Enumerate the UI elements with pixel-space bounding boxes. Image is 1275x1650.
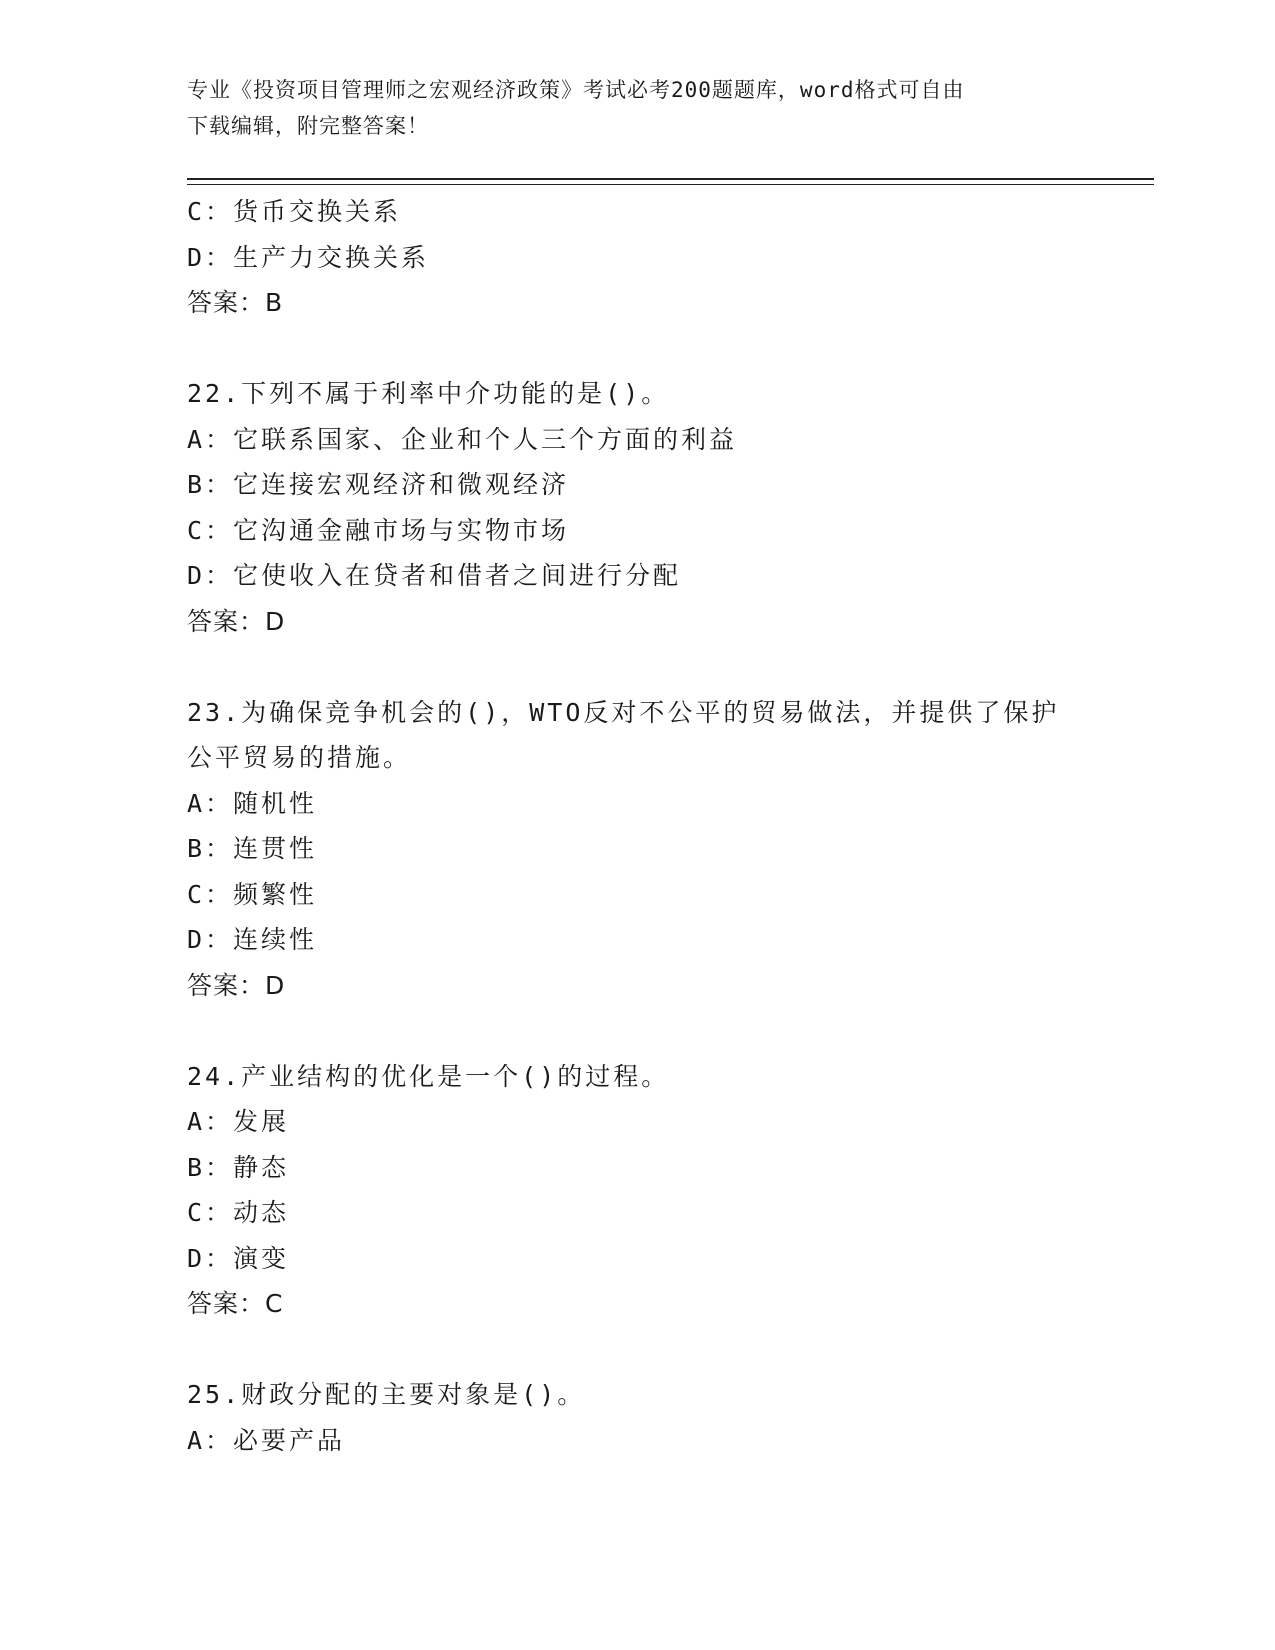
option-c: C：货币交换关系 (187, 197, 402, 226)
option-d: D：生产力交换关系 (187, 242, 430, 272)
question-content (187, 189, 1087, 1463)
option-b: B：它连接宏观经济和微观经济 (187, 470, 570, 499)
question-block-continued (187, 189, 1087, 326)
answer-line: 答案：D (187, 606, 286, 636)
option-d: D：它使收入在贷者和借者之间进行分配 (187, 561, 682, 590)
question-text: 23.为确保竞争机会的()，WTO反对不公平的贸易做法，并提供了保护 (187, 697, 1060, 727)
header-rule-thick (187, 178, 1154, 180)
option-d: D：演变 (187, 1243, 290, 1273)
option-c: C：动态 (187, 1198, 290, 1227)
option-b: B：连贯性 (187, 834, 318, 863)
question-text-continued: 公平贸易的措施。 (187, 743, 412, 772)
option-a: A：必要产品 (187, 1425, 346, 1455)
question-block-23 (187, 690, 1087, 1009)
answer-line: 答案：B (187, 288, 284, 317)
question-text: 25.财政分配的主要对象是()。 (187, 1380, 586, 1409)
document-header (187, 72, 1067, 144)
question-block-24 (187, 1054, 1087, 1327)
question-text: 24.产业结构的优化是一个()的过程。 (187, 1061, 670, 1091)
option-b: B：静态 (187, 1152, 290, 1182)
header-line-1: 专业《投资项目管理师之宏观经济政策》考试必考200题题库，word格式可自由 (187, 78, 965, 102)
question-block-22 (187, 371, 1087, 644)
option-a: A：随机性 (187, 788, 318, 818)
question-text: 22.下列不属于利率中介功能的是()。 (187, 379, 670, 408)
header-rule-thin (187, 184, 1154, 185)
option-d: D：连续性 (187, 925, 318, 954)
option-a: A：它联系国家、企业和个人三个方面的利益 (187, 424, 738, 454)
option-c: C：频繁性 (187, 879, 318, 909)
question-block-25 (187, 1372, 1087, 1463)
option-c: C：它沟通金融市场与实物市场 (187, 515, 570, 545)
header-line-2: 下载编辑，附完整答案！ (187, 114, 429, 138)
answer-line: 答案：C (187, 1289, 284, 1318)
answer-line: 答案：D (187, 970, 286, 1000)
option-a: A：发展 (187, 1107, 290, 1136)
